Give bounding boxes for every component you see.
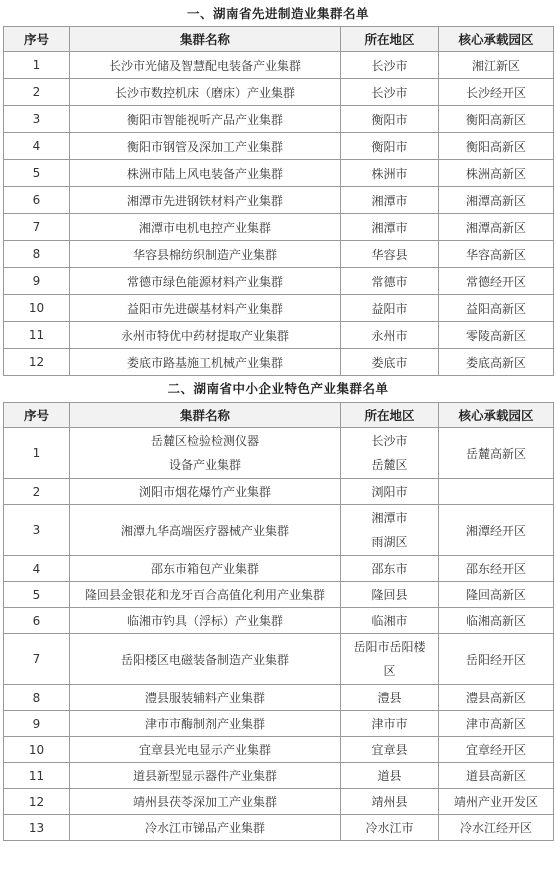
cell-region: [341, 582, 439, 608]
cell-name-line: 隆回县金银花和龙牙百合高值化利用产业集群: [84, 588, 325, 602]
cell-region: [341, 685, 439, 711]
cell-park: 株洲高新区: [439, 160, 554, 187]
cell-name: [70, 608, 341, 634]
table2-caption: 二、湖南省中小企业特色产业集群名单: [167, 381, 389, 396]
table-row: [4, 608, 554, 634]
cell-no: 12: [4, 789, 70, 815]
table-row: [4, 685, 554, 711]
cell-name-line: 临湘市钓具（浮标）产业集群: [126, 614, 283, 628]
cell-region: [341, 608, 439, 634]
cell-region: 长沙市: [341, 79, 439, 106]
cell-region: 娄底市: [341, 349, 439, 376]
cell-region: [341, 428, 439, 479]
cell-park: 湘潭高新区: [439, 214, 554, 241]
table-row: [4, 582, 554, 608]
table-row: [4, 322, 554, 349]
cell-region-line: 岳阳市岳阳楼: [353, 640, 426, 654]
cell-region-line: 宜章县: [371, 743, 408, 757]
table-row: [4, 349, 554, 376]
cell-region-line: 隆回县: [371, 588, 408, 602]
cell-no: 9: [4, 711, 70, 737]
cell-name: [70, 763, 341, 789]
cell-park: 常德经开区: [439, 268, 554, 295]
cell-name-line: 邵东市箱包产业集群: [150, 562, 259, 576]
cell-no: 2: [4, 79, 70, 106]
table-row: [4, 187, 554, 214]
cell-region-line: 浏阳市: [371, 485, 408, 499]
cell-park: 岳麓高新区: [439, 428, 554, 479]
cell-name: [70, 711, 341, 737]
cell-park: 零陵高新区: [439, 322, 554, 349]
cell-region-line: 靖州县: [371, 795, 408, 809]
table1-header-name: 集群名称: [70, 27, 341, 52]
cell-park: 津市高新区: [439, 711, 554, 737]
cell-park: 湘潭高新区: [439, 187, 554, 214]
cell-no: 12: [4, 349, 70, 376]
cell-region-line: 临湘市: [371, 614, 408, 628]
cell-name: 湘潭市先进钢铁材料产业集群: [70, 187, 341, 214]
cell-region: 衡阳市: [341, 133, 439, 160]
cell-name: [70, 685, 341, 711]
cell-no: 10: [4, 737, 70, 763]
cell-no: 4: [4, 133, 70, 160]
cell-name: 湘潭市电机电控产业集群: [70, 214, 341, 241]
cell-region: 长沙市: [341, 52, 439, 79]
cell-region-line: 冷水江市: [365, 821, 414, 835]
cell-region: 华容县: [341, 241, 439, 268]
cell-park: 澧县高新区: [439, 685, 554, 711]
cell-no: 11: [4, 763, 70, 789]
table1-body: [4, 52, 554, 376]
cell-park: [439, 479, 554, 505]
cell-region: 湘潭市: [341, 187, 439, 214]
table-row: [4, 52, 554, 79]
table-row: [4, 815, 554, 841]
cell-name: 长沙市光储及智慧配电装备产业集群: [70, 52, 341, 79]
cell-name-line: 冷水江市锑品产业集群: [144, 821, 265, 835]
cell-name-line: 浏阳市烟花爆竹产业集群: [138, 485, 271, 499]
table-row: [4, 133, 554, 160]
cell-region: 湘潭市: [341, 214, 439, 241]
cell-region-line: 津市市: [371, 717, 408, 731]
cell-region: [341, 815, 439, 841]
cell-name-line: 湘潭九华高端医疗器械产业集群: [120, 523, 289, 538]
cell-region-line: 长沙市: [371, 434, 408, 448]
cell-region: [341, 505, 439, 556]
table-row: [4, 160, 554, 187]
table2-header-region: 所在地区: [341, 403, 439, 428]
cell-no: 7: [4, 214, 70, 241]
table2-header-no: 序号: [4, 403, 70, 428]
table-row: [4, 763, 554, 789]
cell-park: 冷水江经开区: [439, 815, 554, 841]
cell-no: 2: [4, 479, 70, 505]
cell-no: 5: [4, 160, 70, 187]
cell-name: 长沙市数控机床（磨床）产业集群: [70, 79, 341, 106]
cell-no: 13: [4, 815, 70, 841]
cell-name: [70, 582, 341, 608]
cell-name-line: 设备产业集群: [168, 458, 241, 472]
cell-region: 永州市: [341, 322, 439, 349]
cell-name: [70, 428, 341, 479]
cell-region: [341, 479, 439, 505]
cell-name-line: 津市市酶制剂产业集群: [144, 717, 265, 731]
table-row: [4, 789, 554, 815]
cell-park: 靖州产业开发区: [439, 789, 554, 815]
cell-region: [341, 737, 439, 763]
table2-header-row: [4, 403, 554, 428]
cell-name: 娄底市路基施工机械产业集群: [70, 349, 341, 376]
cell-region: [341, 789, 439, 815]
table-row: [4, 737, 554, 763]
table-row: [4, 505, 554, 556]
table-row: [4, 295, 554, 322]
cell-no: 1: [4, 52, 70, 79]
table-row: [4, 428, 554, 479]
cell-name-line: 靖州县茯苓深加工产业集群: [132, 795, 277, 809]
cell-name: 衡阳市智能视听产品产业集群: [70, 106, 341, 133]
cell-name: 永州市特优中药材提取产业集群: [70, 322, 341, 349]
cell-name-line: 岳麓区检验检测仪器: [150, 434, 259, 448]
cell-name: 株洲市陆上风电装备产业集群: [70, 160, 341, 187]
table1-header-park: 核心承载园区: [439, 27, 554, 52]
table-row: [4, 214, 554, 241]
cell-region: [341, 763, 439, 789]
table-row: [4, 556, 554, 582]
cell-park: 长沙经开区: [439, 79, 554, 106]
cell-name: 华容县棉纺织制造产业集群: [70, 241, 341, 268]
cell-no: 4: [4, 556, 70, 582]
table1-header-row: [4, 27, 554, 52]
cell-park: 邵东经开区: [439, 556, 554, 582]
cell-park: 益阳高新区: [439, 295, 554, 322]
table-row: [4, 79, 554, 106]
cell-park: 娄底高新区: [439, 349, 554, 376]
cell-name: [70, 556, 341, 582]
cell-region: 益阳市: [341, 295, 439, 322]
table1-caption: 一、湖南省先进制造业集群名单: [186, 6, 369, 21]
cell-name: 常德市绿色能源材料产业集群: [70, 268, 341, 295]
cell-park: 湘江新区: [439, 52, 554, 79]
cell-no: 5: [4, 582, 70, 608]
cell-name-line: 道县新型显示器件产业集群: [132, 769, 277, 783]
cell-region: 株洲市: [341, 160, 439, 187]
table1-header-region: 所在地区: [341, 27, 439, 52]
table-row: [4, 711, 554, 737]
cell-no: 7: [4, 634, 70, 685]
cell-name: [70, 789, 341, 815]
cell-no: 11: [4, 322, 70, 349]
cell-park: 衡阳高新区: [439, 133, 554, 160]
cell-no: 6: [4, 187, 70, 214]
table2-header-name: 集群名称: [70, 403, 341, 428]
cell-region-line: 岳麓区: [371, 458, 408, 472]
cell-region: 常德市: [341, 268, 439, 295]
cell-no: 1: [4, 428, 70, 479]
cell-name-line: 岳阳楼区电磁装备制造产业集群: [120, 652, 289, 667]
table1-header-no: 序号: [4, 27, 70, 52]
cell-name-line: 澧县服装辅料产业集群: [144, 691, 265, 705]
cell-region: [341, 634, 439, 685]
cell-name: [70, 505, 341, 556]
cell-region-line: 雨湖区: [371, 535, 408, 549]
cell-name: 衡阳市钢管及深加工产业集群: [70, 133, 341, 160]
cell-region-line: 区: [383, 664, 396, 678]
cell-region: 衡阳市: [341, 106, 439, 133]
cell-no: 10: [4, 295, 70, 322]
cell-no: 3: [4, 106, 70, 133]
cell-name: [70, 737, 341, 763]
cell-name: [70, 815, 341, 841]
table-row: [4, 479, 554, 505]
cell-region: [341, 556, 439, 582]
cell-park: 道县高新区: [439, 763, 554, 789]
cell-region-line: 道县: [377, 769, 402, 783]
cell-park: 华容高新区: [439, 241, 554, 268]
table-row: [4, 634, 554, 685]
table-row: [4, 268, 554, 295]
table2-sme-characteristic-clusters: [3, 402, 554, 841]
cell-no: 6: [4, 608, 70, 634]
cell-park: 衡阳高新区: [439, 106, 554, 133]
cell-region-line: 澧县: [377, 691, 402, 705]
cell-park: 宜章经开区: [439, 737, 554, 763]
cell-no: 9: [4, 268, 70, 295]
cell-park: 岳阳经开区: [439, 634, 554, 685]
cell-name-line: 宜章县光电显示产业集群: [138, 743, 271, 757]
cell-region-line: 湘潭市: [371, 511, 408, 525]
cell-park: 隆回高新区: [439, 582, 554, 608]
cell-name: 益阳市先进碳基材料产业集群: [70, 295, 341, 322]
cell-region: [341, 711, 439, 737]
cell-no: 8: [4, 685, 70, 711]
cell-name: [70, 479, 341, 505]
cell-no: 3: [4, 505, 70, 556]
cell-name: [70, 634, 341, 685]
table2-body: [4, 428, 554, 841]
cell-park: 湘潭经开区: [439, 505, 554, 556]
cell-no: 8: [4, 241, 70, 268]
table1-advanced-manufacturing-clusters: [3, 26, 554, 376]
cell-park: 临湘高新区: [439, 608, 554, 634]
table-row: [4, 241, 554, 268]
table2-header-park: 核心承载园区: [439, 403, 554, 428]
table-row: [4, 106, 554, 133]
cell-region-line: 邵东市: [371, 562, 408, 576]
